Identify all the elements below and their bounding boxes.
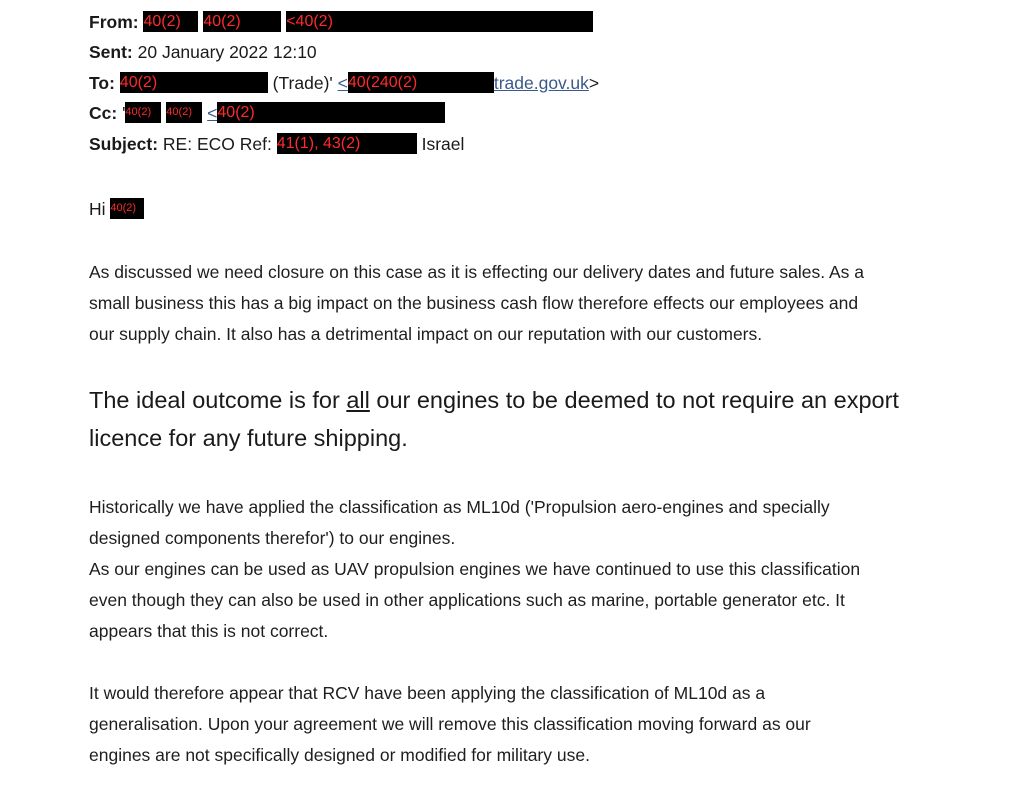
redaction-block: 40(2)	[143, 11, 198, 32]
paragraph-3	[89, 678, 811, 771]
cc-label: Cc:	[89, 103, 118, 123]
emphasis-text: The ideal outcome is for	[89, 387, 347, 413]
sent-value: 20 January 2022 12:10	[137, 42, 317, 62]
to-name-suffix: (Trade)'	[272, 73, 333, 93]
emphasis-paragraph	[89, 381, 899, 457]
greeting-text: Hi	[89, 199, 106, 219]
paragraph-line: appears that this is not correct.	[89, 621, 329, 641]
redaction-block: 40(2)	[110, 198, 144, 219]
paragraph-line: small business this has a big impact on the business cash flow therefore effects our employees and	[89, 293, 859, 313]
sent-label: Sent:	[89, 42, 133, 62]
paragraph-line: generalisation. Upon your agreement we will remove this classification moving forward as our	[89, 714, 811, 734]
to-label: To:	[89, 73, 115, 93]
paragraph-line: It would therefore appear that RCV have been applying the classification of ML10d as a	[89, 683, 766, 703]
from-label: From:	[89, 12, 139, 32]
subject-suffix: Israel	[421, 134, 465, 154]
paragraph-line: designed components therefor') to our engines.	[89, 528, 456, 548]
sent-line	[89, 41, 317, 63]
emphasis-line-2: licence for any future shipping.	[89, 425, 408, 451]
paragraph-line: Historically we have applied the classification as ML10d ('Propulsion aero-engines and specially	[89, 497, 830, 517]
emphasis-line-1	[89, 381, 899, 419]
to-line	[89, 72, 599, 94]
subject-line	[89, 133, 464, 155]
redaction-block: <40(2)	[286, 11, 593, 32]
cc-email-link-open[interactable]: <	[207, 103, 218, 123]
paragraph-line: our supply chain. It also has a detrimental impact on our reputation with our customers.	[89, 324, 763, 344]
subject-label: Subject:	[89, 134, 159, 154]
redaction-block: 40(2)	[217, 102, 445, 123]
subject-prefix: RE: ECO Ref:	[162, 134, 272, 154]
cc-line	[89, 102, 445, 124]
to-email-link-open[interactable]: <	[337, 73, 348, 93]
redaction-block: 40(2)	[120, 72, 268, 93]
redaction-block: 40(2)	[125, 102, 161, 123]
to-email-close: >	[588, 73, 600, 93]
paragraph-line: engines are not specifically designed or modified for military use.	[89, 745, 590, 765]
paragraph-line: even though they can also be used in other applications such as marine, portable generator etc. It	[89, 590, 845, 610]
cc-quote: '	[122, 103, 126, 123]
redaction-block: 40(2)	[166, 102, 202, 123]
emphasis-text: our engines to be deemed to not require an export	[369, 387, 899, 413]
to-email-domain[interactable]: trade.gov.uk	[493, 73, 589, 93]
redaction-block: 41(1), 43(2)	[277, 133, 417, 154]
paragraph-2	[89, 492, 860, 647]
paragraph-line: As our engines can be used as UAV propulsion engines we have continued to use this classification	[89, 559, 861, 579]
paragraph-1	[89, 257, 864, 350]
redaction-block: 40(2)	[203, 11, 281, 32]
paragraph-line: As discussed we need closure on this case as it is effecting our delivery dates and future sales. As a	[89, 262, 864, 282]
redaction-block: 40(240(2)	[348, 72, 494, 93]
greeting	[89, 198, 144, 220]
from-line	[89, 11, 593, 33]
emphasis-underlined: all	[346, 387, 370, 413]
